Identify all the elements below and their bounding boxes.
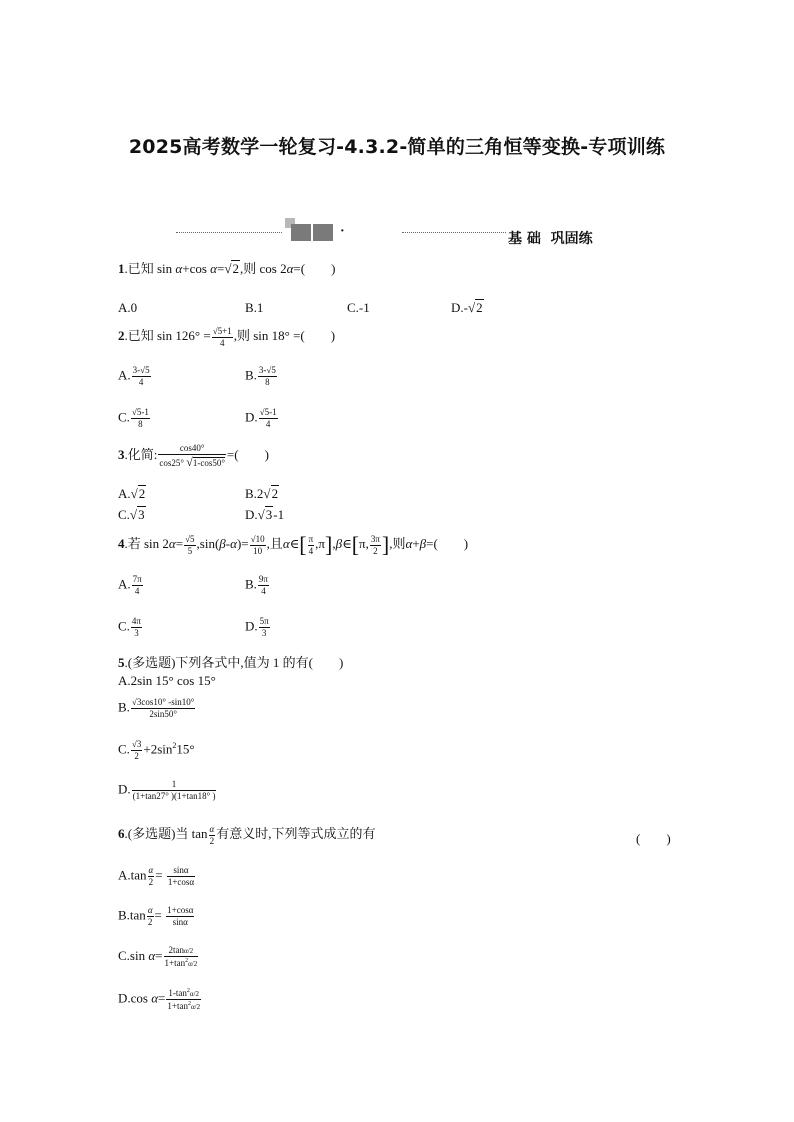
- dotted-leader-right: [402, 232, 506, 233]
- q5-option-b: B. $\frac{√3\cos 10^\circ -\sin 10^\circ}{2\sin 50^\circ}$: [118, 697, 195, 719]
- q6-option-b: B.tan $\frac{\alpha}{2}$ = $\frac{1+\cos\alpha}{\sin\alpha}$: [118, 905, 194, 927]
- q4-option-b: B. $\frac{9\pi}{4}$: [245, 574, 268, 596]
- decor-dot: ·: [340, 224, 345, 239]
- q1-option-a: A.0: [118, 300, 138, 315]
- question-5-stem: 5.(多选题)下列各式中,值为 1 的有( ): [118, 655, 344, 670]
- decor-block-1: [291, 224, 311, 241]
- q6-option-c: C.sin α= $\frac{2\tan\alpha/2}{1+\tan^2\alpha/2}$: [118, 945, 198, 968]
- q6-option-d: D.cos α= $\frac{1-\tan^2\alpha/2}{1+\tan^2\alpha/2}$: [118, 988, 201, 1011]
- question-6-stem: 6.(多选题)当 tan $\frac{\alpha}{2}$ 有意义时,下列等式成立的有: [118, 823, 376, 846]
- q2-option-c: C. $\frac{√5-1}{8}$: [118, 407, 149, 429]
- q1-option-d: D.-√2: [451, 300, 483, 315]
- q3-option-a: A.√2: [118, 486, 146, 501]
- question-2-stem: 2.已知 sin 126° = $\frac{√5+1}{4}$ ,则 sin 18° =( ): [118, 325, 336, 348]
- section-header: 基 础 巩固练: [508, 231, 593, 247]
- q1-option-b: B.1: [245, 300, 264, 315]
- q6-option-a: A.tan $\frac{\alpha}{2}$ = $\frac{\sin\alpha}{1+\cos\alpha}$: [118, 865, 195, 887]
- question-1-stem: 1.已知 sin α+cos α=√2,则 cos 2α=( ): [118, 261, 336, 276]
- page-title: 2025高考数学一轮复习-4.3.2-简单的三角恒等变换-专项训练: [128, 136, 666, 158]
- q1-option-c: C.-1: [347, 300, 370, 315]
- q5-option-a: A.2sin 15° cos 15°: [118, 673, 216, 688]
- decor-block-2: [313, 224, 333, 241]
- dotted-leader-left: [176, 232, 282, 233]
- q3-option-b: B.2√2: [245, 486, 279, 501]
- q2-option-a: A. $\frac{3-√5}{4}$: [118, 365, 150, 387]
- q5-option-c: C. $\frac{√3}{2}$ $+2\sin^215^\circ$: [118, 739, 195, 761]
- question-4-stem: 4.若 sin 2α= $\frac{√5}{5}$ ,sin(β-α)= $\frac{√10}{10}$ ,且α∈[ $\frac{\pi}{4}$ ,π],β∈[π, $\frac{3\pi}{2}$ ],则α+β=( ): [118, 532, 469, 558]
- q3-option-c: C.√3: [118, 507, 145, 522]
- q5-option-d: D. $\frac{1}{(1+\tan 27^\circ )(1+\tan 18^\circ )}$: [118, 779, 216, 801]
- question-3-stem: 3.化简: $\frac{\cos 40^\circ}{\cos 25^\circ √1-\cos 50^\circ}$ =( ): [118, 443, 269, 470]
- q2-option-b: B. $\frac{3-√5}{8}$: [245, 365, 276, 387]
- q4-option-d: D. $\frac{5\pi}{3}$: [245, 616, 269, 638]
- q4-option-a: A. $\frac{7\pi}{4}$: [118, 574, 142, 596]
- q2-option-d: D. $\frac{√5-1}{4}$: [245, 407, 277, 429]
- q3-option-d: D.√3-1: [245, 507, 285, 522]
- q4-option-c: C. $\frac{4\pi}{3}$: [118, 616, 141, 638]
- q6-answer-bracket: ( ): [636, 831, 671, 846]
